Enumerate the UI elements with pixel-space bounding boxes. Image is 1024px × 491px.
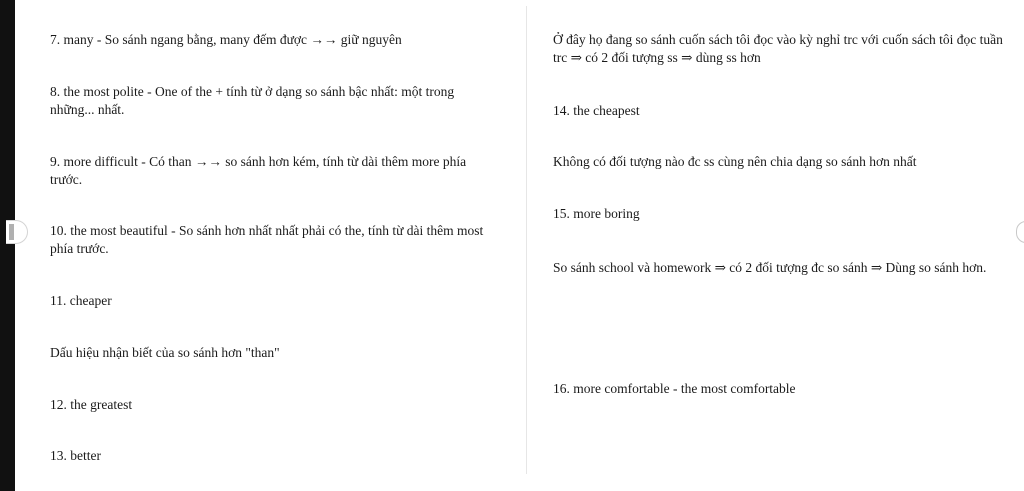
- next-page-button[interactable]: [1016, 221, 1024, 243]
- answer-7: 7. many - So sánh ngang bằng, many đếm được →→ giữ nguyên: [50, 32, 402, 47]
- answer-12: 12. the greatest: [50, 397, 133, 412]
- answer-11: 11. cheaper: [50, 293, 112, 308]
- explanation-13: Ở đây họ đang so sánh cuốn sách tôi đọc vào kỳ nghỉ trc với cuốn sách tôi đọc tuần trc ⇒ có 2 đối tượng ss ⇒ dùng ss hơn: [553, 32, 1003, 65]
- answer-13: 13. better: [50, 448, 101, 463]
- answer-9: 9. more difficult - Có than →→ so sánh hơn kém, tính từ dài thêm more phía trước.: [50, 154, 467, 187]
- previous-page-button[interactable]: [6, 220, 28, 244]
- column-divider: [526, 6, 527, 474]
- answer-10: 10. the most beautiful - So sánh hơn nhất nhất phải có the, tính từ dài thêm most phía trước.: [50, 223, 484, 256]
- explanation-15: So sánh school và homework ⇒ có 2 đối tượng đc so sánh ⇒ Dùng so sánh hơn.: [553, 260, 987, 275]
- answer-8: 8. the most polite - One of the + tính từ ở dạng so sánh bậc nhất: một trong những... nhất.: [50, 84, 455, 117]
- answer-15: 15. more boring: [553, 206, 640, 221]
- answer-14: 14. the cheapest: [553, 103, 640, 118]
- chevron-left-icon: [9, 224, 14, 240]
- left-edge-strip: [0, 0, 15, 491]
- explanation-11: Dấu hiệu nhận biết của so sánh hơn "than": [50, 345, 280, 360]
- answer-16: 16. more comfortable - the most comfortable: [553, 381, 796, 396]
- explanation-14: Không có đối tượng nào đc ss cùng nên chia dạng so sánh hơn nhất: [553, 154, 917, 169]
